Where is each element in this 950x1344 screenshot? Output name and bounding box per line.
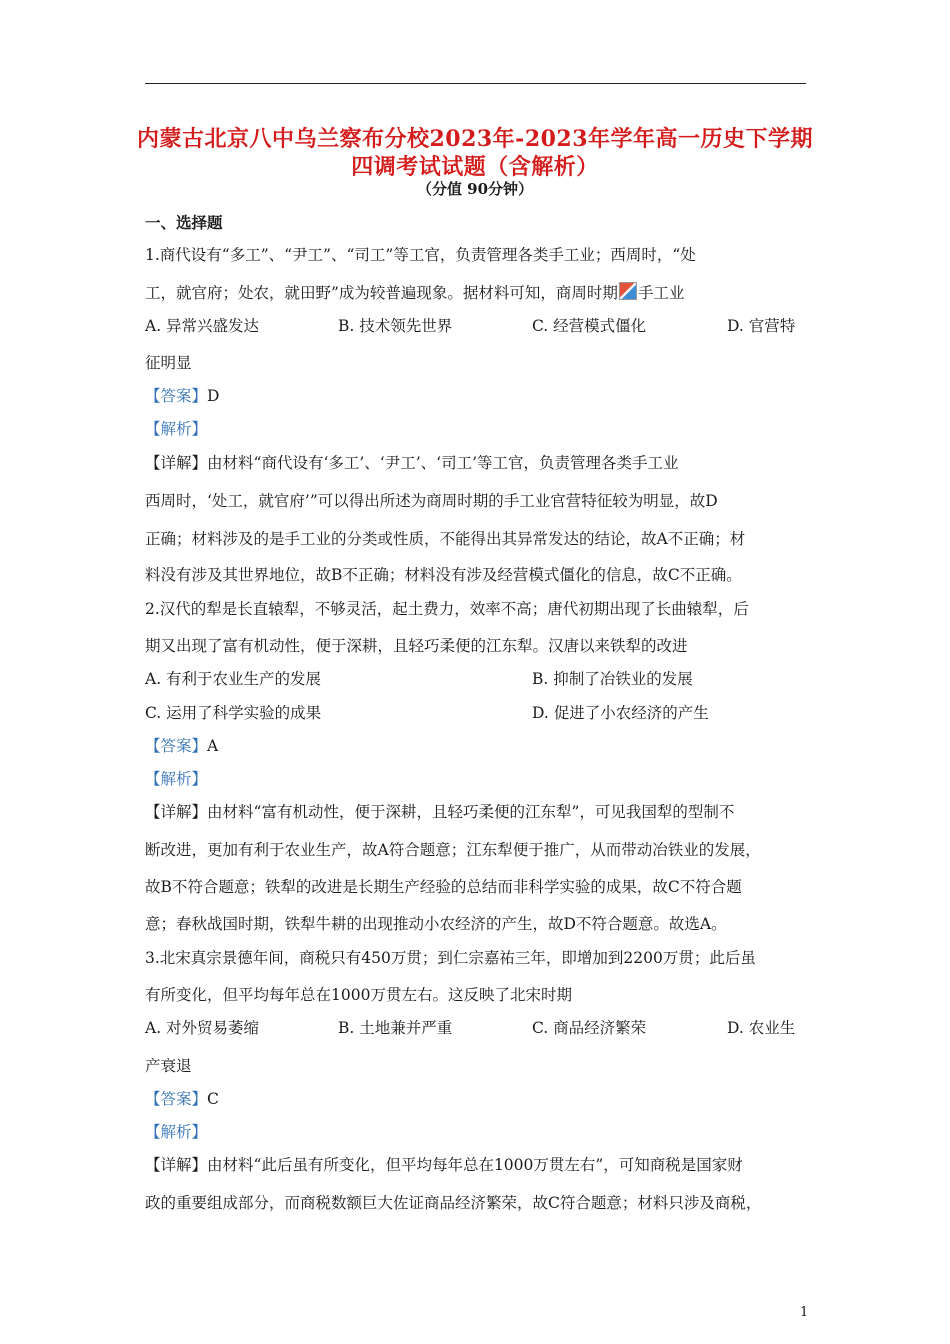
q1-stem-line2 [145,281,684,303]
answer-value: D [207,387,220,405]
detail-label: 【详解】 [145,1156,208,1174]
q1-option-d-cont: 征明显 [145,354,192,372]
q1-option-b: B. 技术领先世界 [338,317,453,335]
broken-image-icon [619,282,637,300]
document-subtitle: （分值 90分钟） [416,180,534,198]
q2-answer [145,734,218,756]
document-title-line1: 内蒙古北京八中乌兰察布分校2023年-2023年学年高一历史下学期 [136,126,814,152]
answer-value: C [207,1090,219,1108]
q1-answer [145,384,219,406]
q3-stem-line1: 3.北宋真宗景德年间，商税只有450万贯；到仁宗嘉祐三年，即增加到2200万贯；此后虽 [145,949,756,967]
q2-detail-line4: 意；春秋战国时期，铁犁牛耕的出现推动小农经济的产生，故D不符合题意。故选A。 [145,915,727,933]
detail-text: 由材料“富有机动性，便于深耕，且轻巧柔便的江东犁”，可见我国犁的型制不 [207,803,735,821]
q3-option-a: A. 对外贸易萎缩 [145,1019,260,1037]
q3-detail-line1 [145,1153,743,1175]
q2-option-c: C. 运用了科学实验的成果 [145,704,322,722]
detail-text: 由材料“商代设有‘多工’、‘尹工’、‘司工’等工官，负责管理各类手工业 [207,454,679,472]
q1-option-d: D. 官营特 [727,317,796,335]
header-rule [145,83,806,84]
q3-answer [145,1087,219,1109]
q3-option-d: D. 农业生 [727,1019,796,1037]
analysis-label: 【解析】 [145,1123,208,1141]
q2-option-d: D. 促进了小农经济的产生 [532,704,709,722]
q2-option-b: B. 抑制了冶铁业的发展 [532,670,693,688]
q2-detail-line2: 断改进，更加有利于农业生产，故A符合题意；江东犁便于推广，从而带动冶铁业的发展， [145,841,761,859]
q2-analysis [145,767,207,789]
q3-option-b: B. 土地兼并严重 [338,1019,453,1037]
q1-option-c: C. 经营模式僵化 [532,317,647,335]
q1-option-a: A. 异常兴盛发达 [145,317,260,335]
q3-stem-line2: 有所变化，但平均每年总在1000万贯左右。这反映了北宋时期 [145,986,572,1004]
analysis-label: 【解析】 [145,770,208,788]
q1-stem-line2-a: 工，就官府；处农，就田野”成为较普遍现象。据材料可知，商周时期 [145,284,618,302]
q1-detail-line2: 西周时，‘处工，就官府’”可以得出所述为商周时期的手工业官营特征较为明显，故D [145,492,718,510]
q2-stem-line1: 2.汉代的犁是长直辕犁，不够灵活，起土费力，效率不高；唐代初期出现了长曲辕犁，后 [145,600,749,618]
section-title: 一、选择题 [145,213,223,232]
answer-label: 【答案】 [145,1090,208,1108]
detail-label: 【详解】 [145,454,208,472]
detail-label: 【详解】 [145,803,208,821]
q1-analysis [145,417,207,439]
q3-analysis [145,1120,207,1142]
q2-detail-line3: 故B不符合题意；铁犁的改进是长期生产经验的总结而非科学实验的成果，故C不符合题 [145,878,742,896]
q3-option-c: C. 商品经济繁荣 [532,1019,647,1037]
q1-detail-line4: 料没有涉及其世界地位，故B不正确；材料没有涉及经营模式僵化的信息，故C不正确。 [145,566,742,584]
q2-stem-line2: 期又出现了富有机动性，便于深耕，且轻巧柔便的江东犁。汉唐以来铁犁的改进 [145,637,688,655]
answer-label: 【答案】 [145,737,208,755]
answer-label: 【答案】 [145,387,208,405]
page-number: 1 [800,1305,809,1320]
q3-detail-line2: 政的重要组成部分，而商税数额巨大佐证商品经济繁荣，故C符合题意；材料只涉及商税， [145,1194,762,1212]
q2-option-a: A. 有利于农业生产的发展 [145,670,322,688]
detail-text: 由材料“此后虽有所变化，但平均每年总在1000万贯左右”，可知商税是国家财 [207,1156,743,1174]
q1-stem-line2-b: 手工业 [637,284,685,302]
answer-value: A [207,737,219,755]
analysis-label: 【解析】 [145,420,208,438]
q1-detail-line3: 正确；材料涉及的是手工业的分类或性质，不能得出其异常发达的结论，故A不正确；材 [145,530,746,548]
q1-stem-line1: 1.商代设有“多工”、“尹工”、“司工”等工官，负责管理各类手工业；西周时，“处 [145,246,696,264]
q3-option-d-cont: 产衰退 [145,1057,192,1075]
q1-detail-line1 [145,451,679,473]
document-title-line2: 四调考试试题（含解析） [351,154,599,180]
q2-detail-line1 [145,800,734,822]
